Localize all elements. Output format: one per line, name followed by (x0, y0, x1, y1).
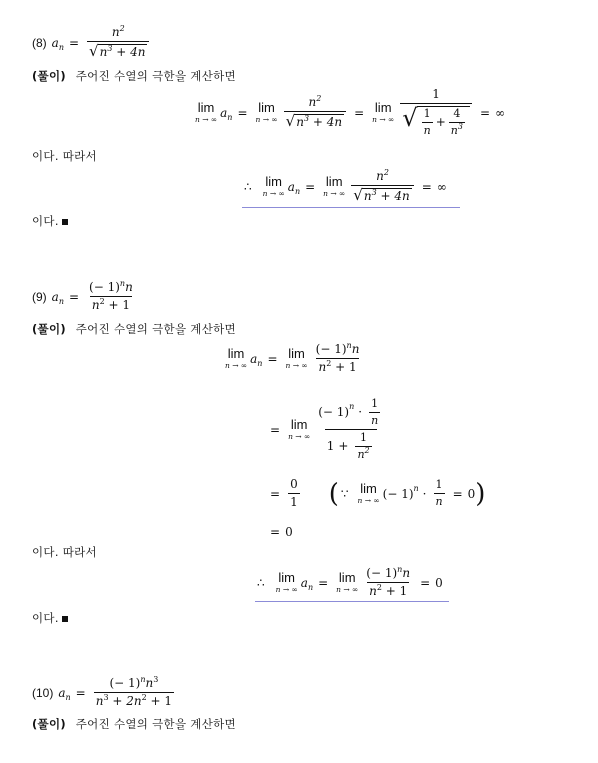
fraction: $\frac{0}{1}$ (290, 477, 298, 510)
problem-number: (8) (32, 35, 47, 50)
equation-9-line-4: = 0 (270, 525, 293, 539)
fraction: $\frac{(- 1)^nn}{n^2 + 1}$ (89, 279, 133, 313)
fraction: $\frac{(- 1)^nn}{n^2 + 1}$ (315, 341, 360, 375)
limit-operator: lim n → ∞ (336, 570, 359, 595)
problem-10-statement: (10) $a_n$ = $\frac{(- 1)^nn^3}{n^3 + 2n^2 + 1}$ (32, 675, 173, 709)
text-end: 이다. (32, 216, 68, 228)
solution-line-8 (32, 70, 236, 83)
solution-label: (풀이) (32, 69, 66, 83)
problem-9-statement: (9) $a_n$ = $\frac{(- 1)^nn}{n^2 + 1}$ (32, 279, 133, 313)
problem-number: (10) (32, 685, 54, 700)
solution-label: (풀이) (32, 322, 66, 336)
text-end: 이다. (32, 613, 68, 625)
limit-operator: lim n → ∞ (255, 100, 278, 125)
qed-square-icon (62, 219, 68, 225)
fraction: (− 1) n · $\frac{1}{n}$ 1 + $\frac{1}{n^2}$ (318, 397, 379, 462)
fraction: $n^2$ √ $n^3 + 4n$ (284, 96, 346, 129)
problem-8-statement: (8) $a_n$ = $n^2$ √ $n^3 + 4n$ (32, 26, 152, 59)
equation-9-line-2: = lim n → ∞ (− 1) n · $\frac{1}{n}$ 1 + $\frac{1}{n^2}$ (270, 398, 388, 461)
problem-number: (9) (32, 289, 47, 304)
limit-operator: lim n → ∞ (323, 174, 346, 199)
limit-operator: lim n → ∞ (285, 346, 308, 371)
equation-9-conclusion: ∴ lim n → ∞ $a_n$ = lim n → ∞ $\frac{(- 1)^nn}{n^2 + 1}$ = 0 (257, 565, 443, 599)
equation-9-line-3: = $\frac{0}{1}$ ( ∵ lim n → ∞ (− 1) n · $\frac{1}{n}$ = 0 ) (270, 477, 486, 510)
limit-operator: lim n → ∞ (275, 570, 298, 595)
equation-8-main: lim n → ∞ $a_n$ = lim n → ∞ $n^2$ √ $n^3 + 4n$ = lim n → ∞ 1 √ $\frac{1}{n}$ + $\frac{4}{n^3}$ = ∞ (195, 87, 505, 138)
solution-intro: 주어진 수열의 극한을 계산하면 (75, 717, 236, 731)
qed-square-icon (62, 616, 68, 622)
text-then: 이다. 따라서 (32, 149, 97, 163)
limit-operator: lim n → ∞ (262, 174, 285, 199)
solution-intro: 주어진 수열의 극한을 계산하면 (75, 69, 236, 83)
fraction: $\frac{(- 1)^nn^3}{n^3 + 2n^2 + 1}$ (95, 675, 173, 709)
equation-9-line-1: lim n → ∞ $a_n$ = lim n → ∞ $\frac{(- 1)^nn}{n^2 + 1}$ (225, 341, 360, 375)
limit-operator: lim n → ∞ (372, 100, 395, 125)
therefore-symbol: ∴ (244, 179, 252, 194)
text-then: 이다. 따라서 (32, 545, 97, 559)
solution-intro: 주어진 수열의 극한을 계산하면 (75, 322, 236, 336)
solution-label: (풀이) (32, 717, 66, 731)
therefore-symbol: ∴ (257, 575, 265, 590)
solution-line-9 (32, 323, 236, 336)
fraction: $n^2$ √ $n^3 + 4n$ (87, 26, 149, 59)
limit-operator: lim n → ∞ (288, 417, 311, 442)
conclusion-underline (242, 207, 460, 208)
equation-8-conclusion: ∴ lim n → ∞ $a_n$ = lim n → ∞ $n^2$ √ $n^3 + 4n$ = ∞ (244, 168, 447, 205)
limit-operator: lim n → ∞ (195, 100, 218, 125)
solution-line-10 (32, 718, 236, 731)
fraction: 1 √ $\frac{1}{n}$ + $\frac{4}{n^3}$ (400, 88, 472, 137)
because-symbol: ∵ (340, 486, 349, 501)
conclusion-underline (255, 601, 449, 602)
limit-operator: lim n → ∞ (225, 346, 248, 371)
fraction: $n^2$ √ $n^3 + 4n$ (351, 170, 413, 203)
limit-operator: lim n → ∞ (357, 481, 380, 506)
fraction: $\frac{(- 1)^nn}{n^2 + 1}$ (366, 565, 411, 599)
